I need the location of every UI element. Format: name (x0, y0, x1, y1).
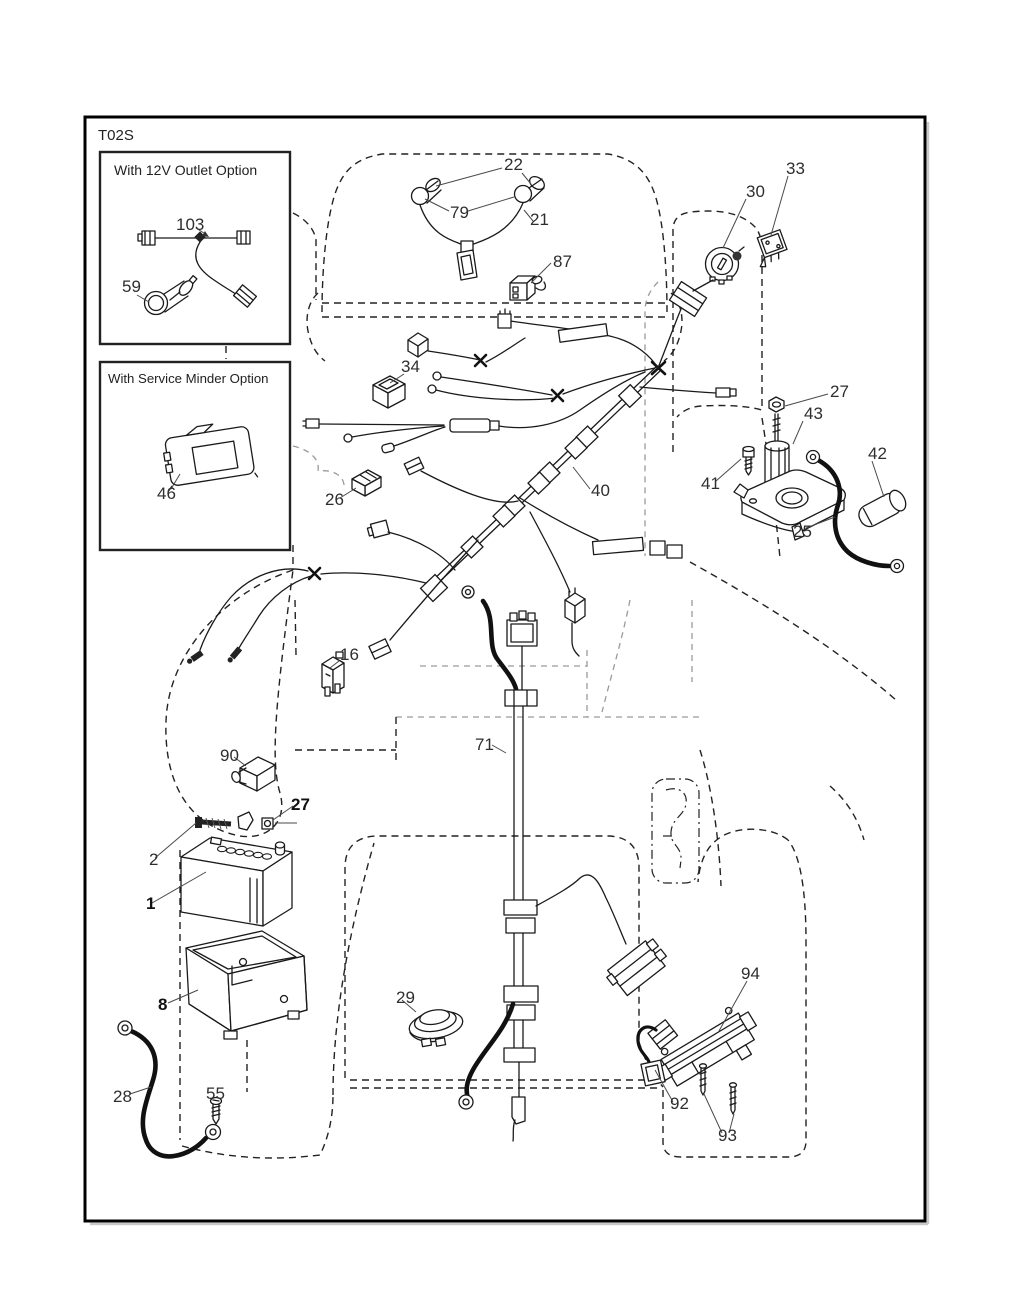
inset-12v-outlet-box (100, 152, 290, 344)
label-2: 2 (149, 850, 159, 869)
label-22: 22 (504, 155, 523, 174)
label-103: 103 (176, 215, 205, 234)
inset-title-12v-outlet: With 12V Outlet Option (114, 162, 258, 178)
label-59: 59 (122, 277, 141, 296)
label-46: 46 (157, 484, 176, 503)
label-8: 8 (158, 995, 168, 1014)
label-33: 33 (786, 159, 805, 178)
label-94: 94 (741, 964, 760, 983)
label-90: 90 (220, 746, 239, 765)
label-40: 40 (591, 481, 610, 500)
label-87: 87 (553, 252, 572, 271)
label-71: 71 (475, 735, 494, 754)
diagram-code: T02S (98, 127, 134, 144)
label-26: 26 (325, 490, 344, 509)
label-21: 21 (530, 210, 549, 229)
label-92: 92 (670, 1094, 689, 1113)
label-55: 55 (206, 1084, 225, 1103)
label-25: 25 (793, 522, 812, 541)
label-34: 34 (401, 357, 420, 376)
label-93: 93 (718, 1126, 737, 1145)
label-27-battery: 27 (291, 795, 310, 814)
inset-service-minder-box (100, 362, 290, 550)
label-29: 29 (396, 988, 415, 1007)
label-41: 41 (701, 474, 720, 493)
label-42: 42 (868, 444, 887, 463)
label-79: 79 (450, 203, 469, 222)
label-30: 30 (746, 182, 765, 201)
label-16: 16 (340, 645, 359, 664)
label-43: 43 (804, 404, 823, 423)
label-27-solenoid: 27 (830, 382, 849, 401)
inset-title-service-minder: With Service Minder Option (108, 371, 269, 386)
label-28: 28 (113, 1087, 132, 1106)
label-1: 1 (146, 894, 156, 913)
